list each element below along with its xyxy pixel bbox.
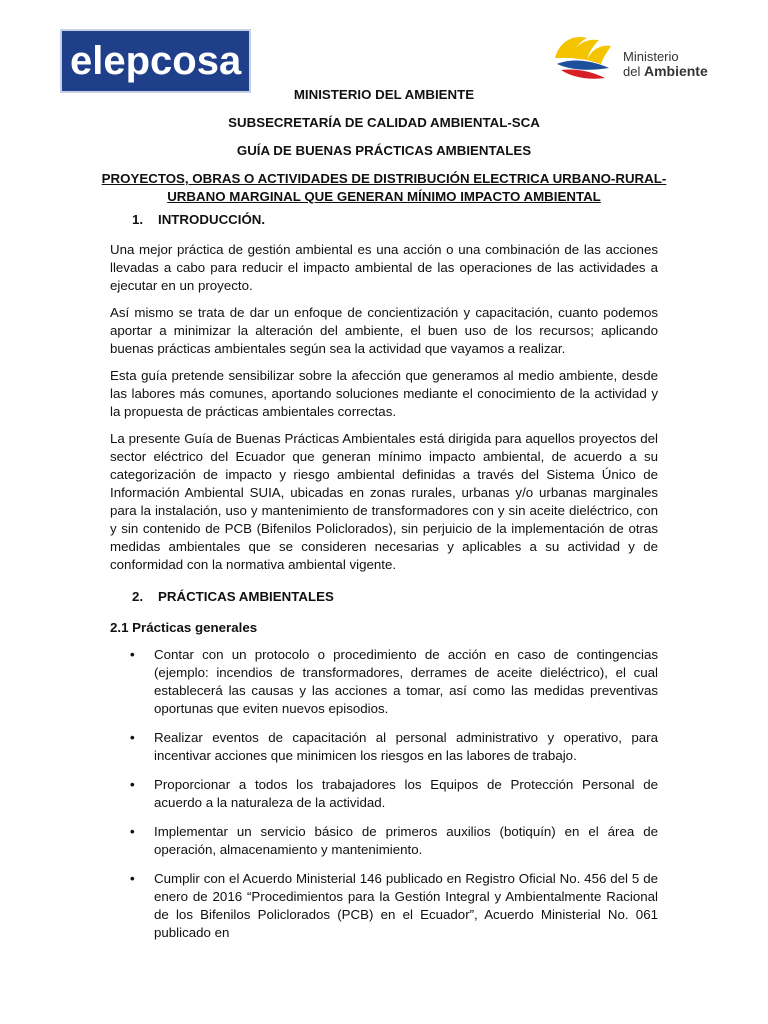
bullet-icon: • xyxy=(130,824,135,839)
practices-list xyxy=(110,646,658,942)
ministerio-ambiente-logo xyxy=(551,28,721,88)
intro-paragraph-3: Esta guía pretende sensibilizar sobre la afección que generamos al medio ambiente, desde las labores más comunes, aportando soluciones mediante el conocimiento de la actividad y la propuesta de prácticas ambientales correctas. xyxy=(110,368,658,419)
elepcosa-logo-text: elepcosa xyxy=(69,39,241,83)
document-body xyxy=(110,211,658,953)
ministerio-logo-text xyxy=(623,49,708,79)
section-1-title: INTRODUCCIÓN. xyxy=(158,212,266,227)
elepcosa-logo-wordmark xyxy=(66,36,246,86)
list-item-text: Contar con un protocolo o procedimiento de acción en caso de contingencias (ejemplo: incendios de transformadores, derrames de aceite dieléctrico), el cual establecerá las causas y las acciones a tomar, así como las medidas preventivas oportunas que eviten nuevos episodios. xyxy=(154,647,658,716)
list-item xyxy=(110,776,658,812)
ministerio-emblem-icon xyxy=(551,28,615,86)
list-item-text: Implementar un servicio básico de primeros auxilios (botiquín) en el área de operación, almacenamiento y mantenimiento. xyxy=(154,824,658,857)
header-subsecretaria: SUBSECRETARÍA DE CALIDAD AMBIENTAL-SCA xyxy=(228,115,540,130)
section-2-number: 2. xyxy=(132,589,144,604)
list-item xyxy=(110,870,658,942)
list-item-text: Realizar eventos de capacitación al personal administrativo y operativo, para incentivar acciones que minimicen los riesgos en las labores de trabajo. xyxy=(154,730,658,763)
bullet-icon: • xyxy=(130,871,135,886)
subtitle-line-2: URBANO MARGINAL QUE GENERAN MÍNIMO IMPACTO AMBIENTAL xyxy=(167,189,601,204)
intro-paragraph-1: Una mejor práctica de gestión ambiental es una acción o una combinación de las acciones llevadas a cabo para reducir el impacto ambiental de las operaciones de las actividades a ejecutar en un proyecto. xyxy=(110,242,658,293)
intro-paragraph-2: Así mismo se trata de dar un enfoque de concientización y capacitación, cuanto podemos aportar a minimizar la alteración del ambiente, el buen uso de los recursos; aplicando buenas prácticas ambientales según sea la actividad que vayamos a realizar. xyxy=(110,305,658,356)
ministerio-logo-line2 xyxy=(623,64,708,79)
ministerio-logo-line2-prefix: del xyxy=(623,64,644,79)
ministerio-logo-line2-bold: Ambiente xyxy=(643,63,708,79)
list-item xyxy=(110,823,658,859)
section-1-number: 1. xyxy=(132,212,144,227)
document-subtitle xyxy=(0,170,768,206)
list-item xyxy=(110,729,658,765)
section-2-title: PRÁCTICAS AMBIENTALES xyxy=(158,589,334,604)
section-2-1-heading: 2.1 Prácticas generales xyxy=(110,620,258,635)
document-header xyxy=(0,84,768,206)
intro-paragraph-4: La presente Guía de Buenas Prácticas Ambientales está dirigida para aquellos proyectos del sector eléctrico del Ecuador que generan mínimo impacto ambiental, de acuerdo a su categorización de impacto y riesgo ambiental definidas a través del Sistema Único de Información Ambiental SUIA, ubicadas en zonas rurales, urbanas y/o urbanas marginales para la instalación, uso y mantenimiento de transformadores con y sin aceite dieléctrico, con y sin contenido de PCB (Bifenilos Policlorados), sin perjuicio de la implementación de otras medidas ambientales que se consideren necesarias y aplicables a su actividad y de conformidad con la normativa ambiental vigente. xyxy=(110,431,658,572)
bullet-icon: • xyxy=(130,777,135,792)
section-2-heading xyxy=(132,588,658,606)
section-1-heading xyxy=(132,211,658,229)
header-ministerio: MINISTERIO DEL AMBIENTE xyxy=(293,87,475,102)
ministerio-logo-line1: Ministerio xyxy=(623,49,679,64)
bullet-icon: • xyxy=(130,730,135,745)
list-item xyxy=(110,646,658,718)
list-item-text: Cumplir con el Acuerdo Ministerial 146 publicado en Registro Oficial No. 456 del 5 de enero de 2016 “Procedimientos para la Gestión Integral y Ambientalmente Racional de los Bifenilos Policlorados (PCB) en el Ecuador”, Acuerdo Ministerial No. 061 publicado en xyxy=(154,871,658,940)
header-guia: GUÍA DE BUENAS PRÁCTICAS AMBIENTALES xyxy=(236,143,532,158)
list-item-text: Proporcionar a todos los trabajadores los Equipos de Protección Personal de acuerdo a la naturaleza de la actividad. xyxy=(154,777,658,810)
bullet-icon: • xyxy=(130,647,135,662)
subtitle-line-1: PROYECTOS, OBRAS O ACTIVIDADES DE DISTRIBUCIÓN ELECTRICA URBANO-RURAL- xyxy=(101,171,667,186)
